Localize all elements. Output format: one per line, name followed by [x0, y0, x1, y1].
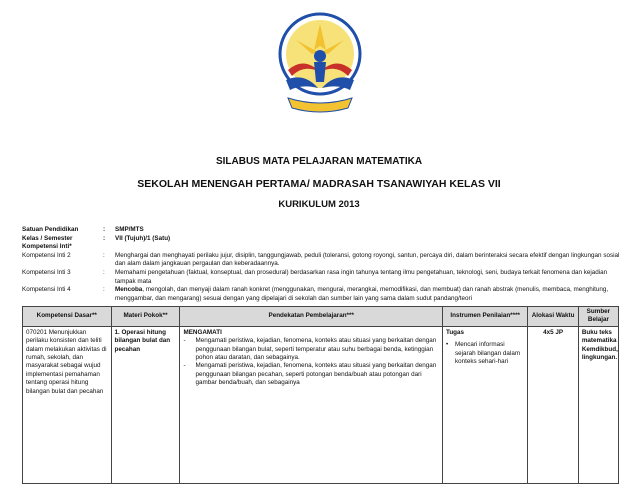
cell-materi-pokok: 1. Operasi hitung bilangan bulat dan pecahan	[111, 326, 180, 483]
syllabus-info	[22, 226, 622, 303]
info-colon	[103, 243, 115, 252]
info-label: Kompetensi Inti 3	[22, 268, 71, 276]
cell-alokasi-waktu: 4x5 JP	[528, 326, 578, 483]
list-text: Mengamati peristiwa, kejadian, fenomena, konteks atau situasi yang berkaitan dengan penggunaan bilangan bulat, seperti temperatur atau suhu berbagai benda, ketinggian pohon atau daratan, dan sebagainya.	[195, 337, 437, 362]
info-row-ki3	[22, 269, 622, 286]
info-value	[115, 243, 622, 252]
info-label: Kelas / Semester	[22, 234, 73, 242]
info-row-satuan	[22, 226, 622, 235]
header-pendekatan: Pendekatan Pembelajaran***	[180, 307, 442, 327]
info-row-ki4	[22, 286, 622, 303]
pendekatan-title: MENGAMATI	[183, 328, 222, 336]
info-value: VII (Tujuh)/1 (Satu)	[115, 234, 171, 242]
list-item	[183, 362, 438, 387]
cell-pendekatan	[180, 326, 442, 483]
instrumen-title: Tugas	[445, 328, 465, 336]
info-colon: :	[103, 251, 105, 259]
page-title: SILABUS MATA PELAJARAN MATEMATIKA	[215, 156, 423, 167]
cell-instrumen	[442, 326, 527, 483]
list-text: Mencari informasi sejarah bilangan dalam konteks sehari-hari	[454, 341, 521, 366]
info-value-bold: Mencoba	[115, 286, 143, 294]
info-value: SMP/MTS	[115, 226, 144, 233]
info-label: Kompetensi Inti 4	[22, 286, 71, 294]
header-materi-pokok: Materi Pokok**	[111, 307, 180, 327]
info-row-kompetensi-inti	[22, 243, 622, 252]
info-colon: :	[103, 234, 106, 242]
list-item	[446, 341, 524, 366]
info-colon: :	[103, 286, 105, 294]
school-subtitle: SEKOLAH MENENGAH PERTAMA/ MADRASAH TSANAWIYAH KELAS VII	[137, 178, 501, 190]
cell-kompetensi-dasar: 070201 Menunjukkan perilaku konsisten dan teliti dalam melakukan aktivitas di rumah, sekolah, dan masyarakat sebagai wujud implementasi pemahaman tentang operasi hitung bilangan bulat dan pecahan	[23, 326, 112, 483]
cell-sumber-belajar: Buku teks matematika Kemdikbud, lingkungan.	[578, 326, 618, 483]
header-instrumen: Instrumen Penilaian****	[442, 307, 527, 327]
syllabus-table	[22, 306, 619, 484]
list-dash: -	[183, 362, 186, 370]
info-colon: :	[103, 226, 106, 233]
table-header-row	[23, 307, 619, 327]
list-text: Mengamati peristiwa, kejadian, fenomena, konteks atau situasi yang berkaitan dengan penggunaan bilangan pecahan, seperti potongan benda/buah atau potongan dari gambar benda/buah, dan sebagainya	[195, 362, 437, 387]
table-row	[23, 326, 619, 483]
info-label: Satuan Pendidikan	[22, 226, 79, 233]
info-value: Menghargai dan menghayati perilaku jujur, disiplin, tanggungjawab, peduli (toleransi, gotong royongi, santun, percaya diri, dalam berinteraksi secara efektif dengan lingkungan sosial dan alam dalam jangkauan pergaulan dan keberadaannya.	[115, 251, 620, 268]
info-row-kelas	[22, 235, 622, 244]
info-value	[115, 286, 622, 303]
info-colon: :	[103, 268, 105, 276]
header-alokasi-waktu: Alokasi Waktu	[528, 307, 578, 327]
header-sumber-belajar: Sumber Belajar	[578, 307, 618, 327]
curriculum-subtitle: KURIKULUM 2013	[278, 199, 360, 210]
tut-wuri-handayani-logo	[274, 10, 366, 120]
info-row-ki2	[22, 252, 622, 269]
info-value: Memahami pengetahuan (faktual, konseptual, dan prosedural) berdasarkan rasa ingin tahunya tentang ilmu pengetahuan, teknologi, seni, budaya terkait fenomena dan kejadian tampak mata	[115, 268, 608, 285]
header-kompetensi-dasar: Kompetensi Dasar**	[23, 307, 112, 327]
info-label: Kompetensi Inti 2	[22, 251, 71, 259]
info-label: Kompetensi Inti*	[22, 243, 72, 251]
bullet-icon: •	[445, 341, 449, 349]
list-dash: -	[183, 337, 186, 345]
list-item	[183, 337, 438, 362]
info-value-rest: , mengolah, dan menyaji dalam ranah konkret (menggunakan, mengurai, merangkai, memodifikasi, dan membuat) dan ranah abstrak (menulis, membaca, menghitung, menggambar, dan mengarang) sesuai dengan yang dipelajari di sekolah dan sumber lain yang sama dalam sudut pandang/teori	[115, 286, 609, 302]
